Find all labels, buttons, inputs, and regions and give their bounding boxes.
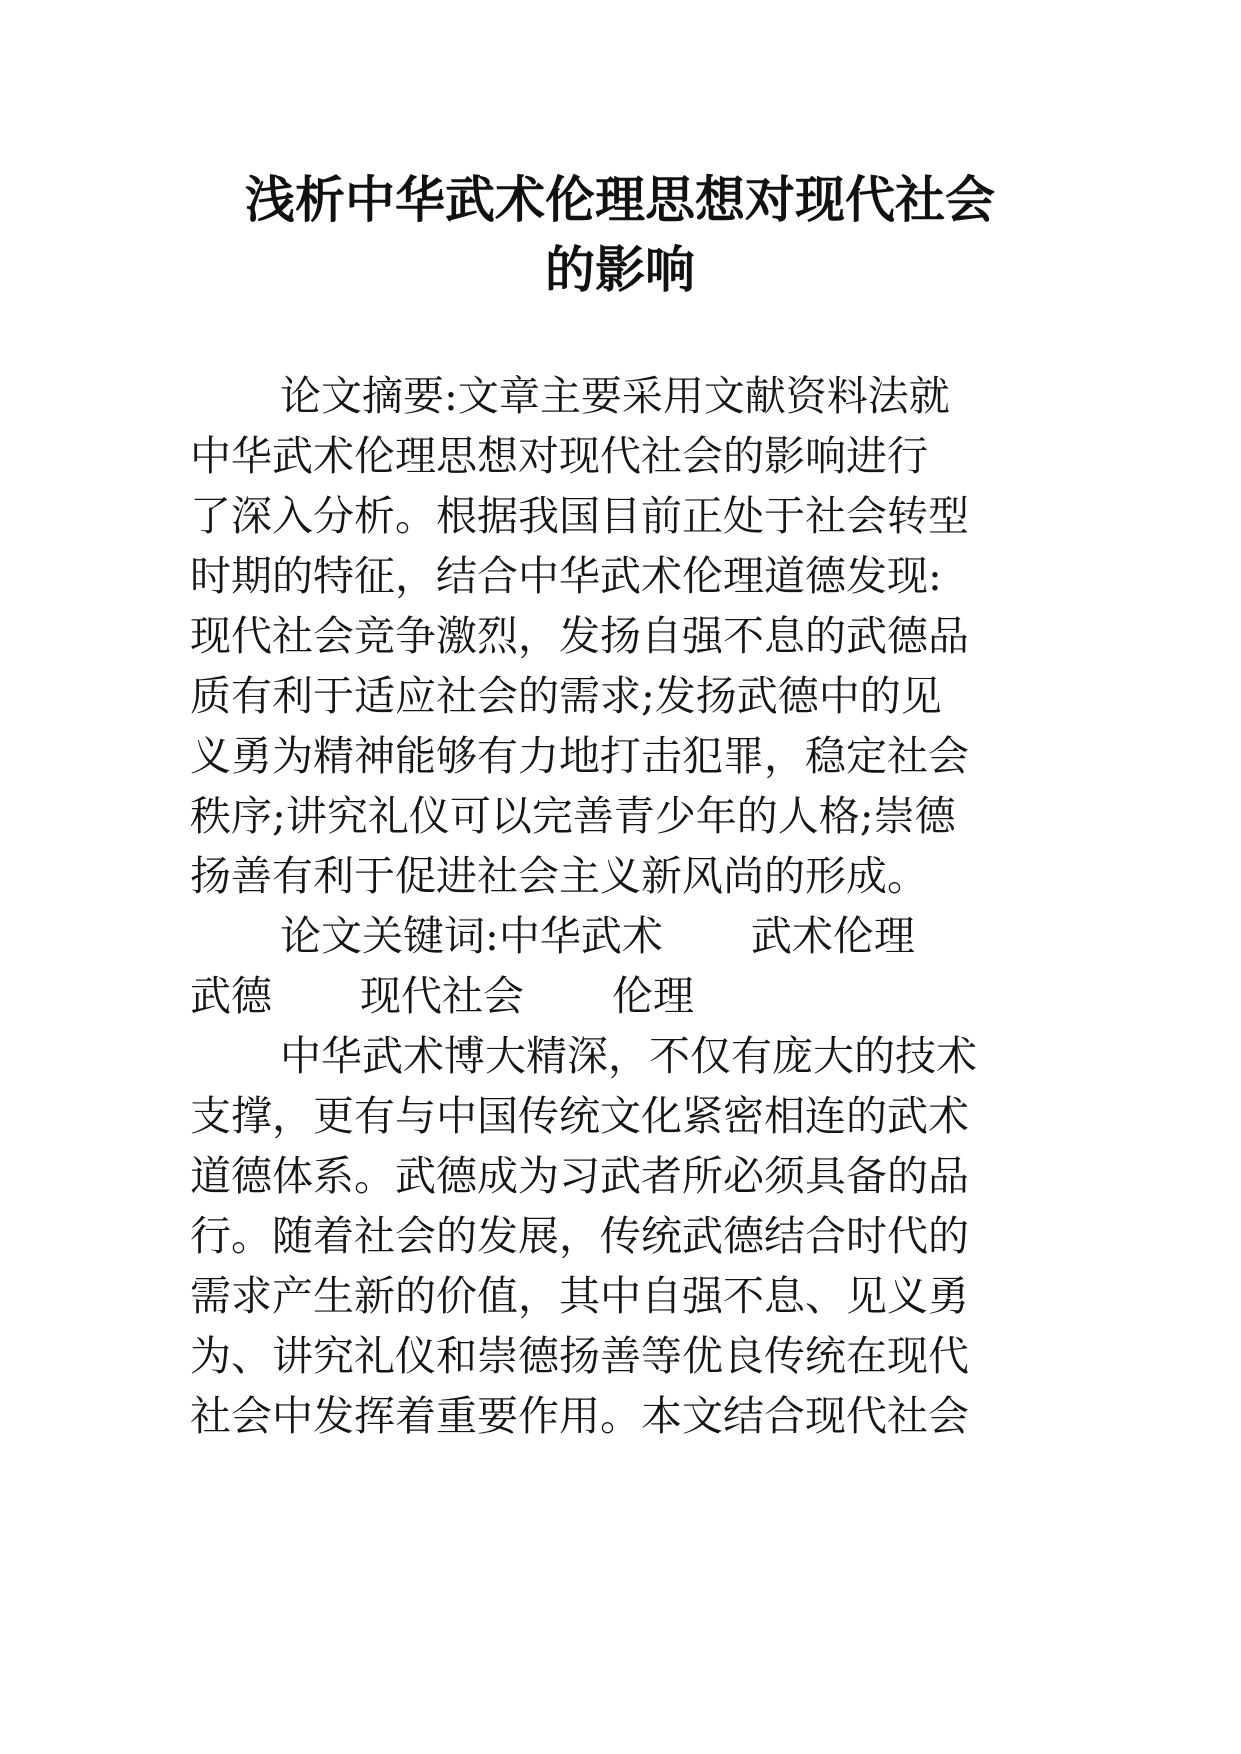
abstract-line: 中华武术伦理思想对现代社会的影响进行 xyxy=(190,432,928,480)
body-line: 道德体系。武德成为习武者所必须具备的品 xyxy=(190,1152,969,1200)
abstract-line: 质有利于适应社会的需求;发扬武德中的见 xyxy=(190,672,942,720)
keywords-line-2 xyxy=(190,966,694,1026)
abstract-line: 义勇为精神能够有力地打击犯罪，稳定社会 xyxy=(190,732,969,780)
keyword-item: 伦理 xyxy=(612,972,694,1020)
keyword-item: 中华武术 xyxy=(498,912,663,960)
body-line: 需求产生新的价值，其中自强不息、见义勇 xyxy=(190,1272,969,1320)
abstract-line: 扬善有利于促进社会主义新风尚的形成。 xyxy=(190,852,928,900)
body-line: 为、讲究礼仪和崇德扬善等优良传统在现代 xyxy=(190,1332,969,1380)
body-line: 中华武术博大精深，不仅有庞大的技术 xyxy=(280,1032,977,1080)
keyword-item: 武德 xyxy=(190,972,272,1020)
body-line: 社会中发挥着重要作用。本文结合现代社会 xyxy=(190,1392,969,1440)
keywords-line-1 xyxy=(280,906,915,966)
keyword-item: 武术伦理 xyxy=(750,912,915,960)
body-line: 行。随着社会的发展，传统武德结合时代的 xyxy=(190,1212,969,1260)
body-line: 支撑，更有与中国传统文化紧密相连的武术 xyxy=(190,1092,969,1140)
abstract-line: 时期的特征，结合中华武术伦理道德发现: xyxy=(190,552,942,600)
abstract-line: 论文摘要:文章主要采用文献资料法就 xyxy=(280,372,950,420)
abstract-line: 现代社会竞争激烈，发扬自强不息的武德品 xyxy=(190,612,969,660)
abstract-line: 秩序;讲究礼仪可以完善青少年的人格;崇德 xyxy=(190,792,956,840)
keyword-item: 现代社会 xyxy=(360,972,524,1020)
title-line-2: 的影响 xyxy=(545,241,695,299)
title-line-1: 浅析中华武术伦理思想对现代社会 xyxy=(245,171,995,229)
abstract-line: 了深入分析。根据我国目前正处于社会转型 xyxy=(190,492,969,540)
keywords-label: 论文关键词: xyxy=(280,912,499,960)
